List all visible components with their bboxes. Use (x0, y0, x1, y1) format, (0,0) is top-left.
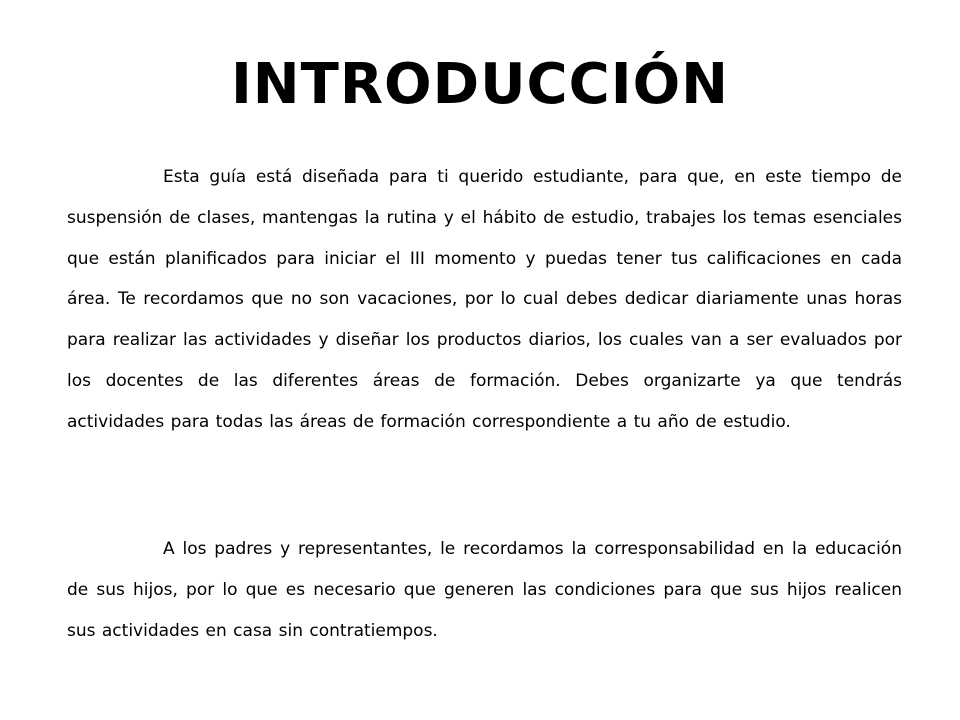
paragraph-parents (67, 529, 902, 651)
paragraph-intro-text: Esta guía está diseñada para ti querido estudiante, para que, en este tiempo de suspensión de clases, mantengas la rutina y el hábito de estudio, trabajes los temas esenciales que están planificados para iniciar el III momento y puedas tener tus calificaciones en cada área. Te recordamos que no son vacaciones, por lo cual debes dedicar diariamente unas horas para realizar las actividades y diseñar los productos diarios, los cuales van a ser evaluados por los docentes de las diferentes áreas de formación. Debes organizarte ya que tendrás actividades para todas las áreas de formación correspondiente a tu año de estudio. (67, 167, 902, 432)
paragraph-intro (67, 157, 902, 443)
page-title: INTRODUCCIÓN (230, 52, 730, 117)
paragraph-parents-text: A los padres y representantes, le recordamos la corresponsabilidad en la educación de sus hijos, por lo que es necesario que generen las condiciones para que sus hijos realicen sus actividades en casa sin contratiempos. (67, 539, 902, 641)
